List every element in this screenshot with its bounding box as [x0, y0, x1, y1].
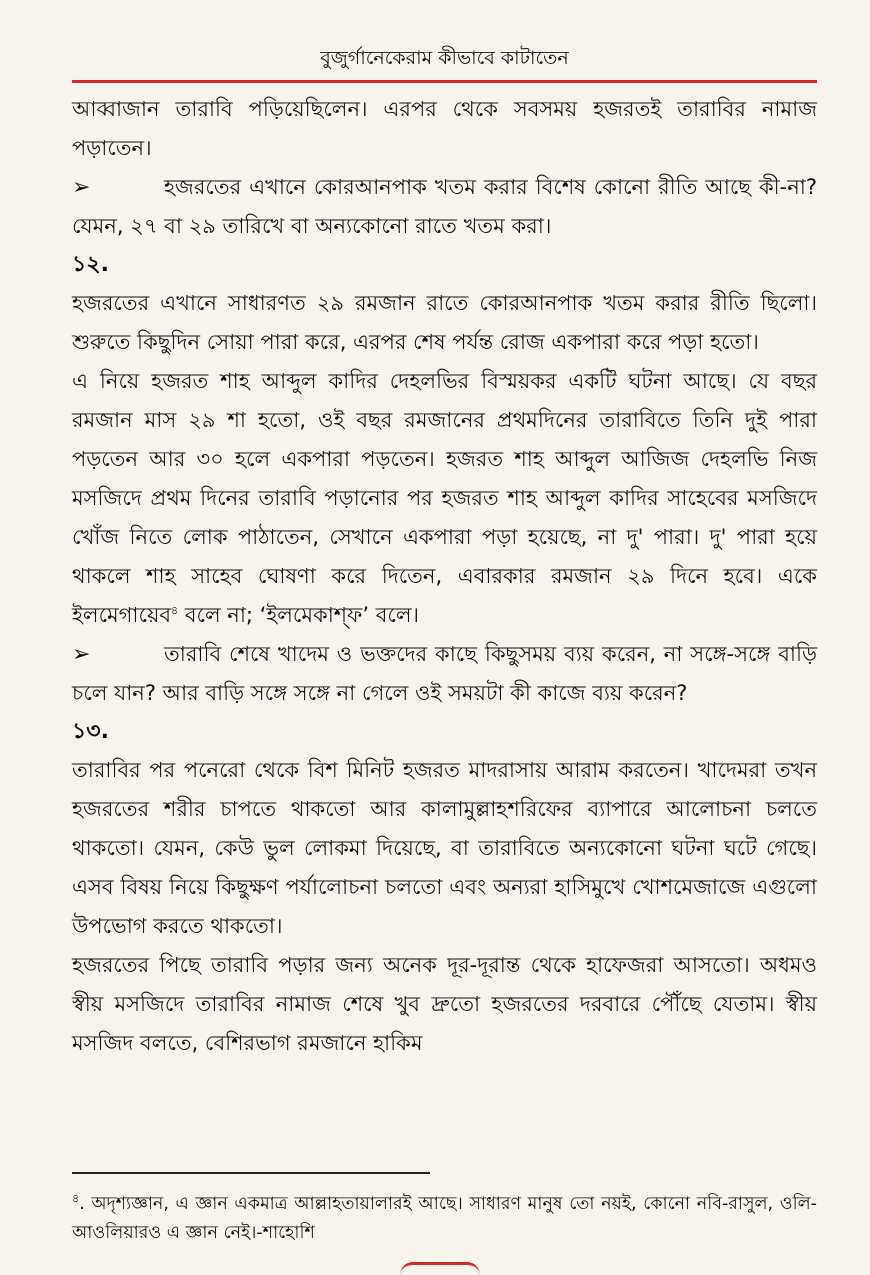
- page-body: [72, 90, 817, 1063]
- paragraph: [72, 362, 817, 635]
- question-text: তারাবি শেষে খাদেম ও ভক্তদের কাছে কিছুসময় ব্যয় করেন, না সঙ্গে-সঙ্গে বাড়ি চলে যান? আর বাড়ি সঙ্গে সঙ্গে না গেলে ওই সময়টা কী কাজে ব্যয় করেন?: [72, 642, 817, 705]
- paragraph-text: বলে না; ‘ইলমেকাশ্‌ফ’ বলে।: [178, 603, 420, 627]
- paragraph: হজরতের পিছে তারাবি পড়ার জন্য অনেক দূর-দূরান্ত থেকে হাফেজরা আসতো। অধমও স্বীয় মসজিদে তারাবির নামাজ শেষে খুব দ্রুতো হজরতের দরবারে পৌঁছে যেতাম। স্বীয় মসজিদ বলতে, বেশিরভাগ রমজানে হাকিম: [72, 953, 817, 1055]
- footnote-text: . অদৃশ্যজ্ঞান, এ জ্ঞান একমাত্র আল্লাহতায়ালারই আছে। সাধারণ মানুষ তো নয়ই, কোনো নবি-রাসুল, ওলি-আওলিয়ারও এ জ্ঞান নেই।-শাহোশি: [72, 1194, 817, 1243]
- paragraph: হজরতের এখানে সাধারণত ২৯ রমজান রাতে কোরআনপাক খতম করার রীতি ছিলো। শুরুতে কিছুদিন সোয়া পারা করে, এরপর শেষ পর্যন্ত রোজ একপারা করে পড়া হতো।: [72, 291, 817, 354]
- paragraph: তারাবির পর পনেরো থেকে বিশ মিনিট হজরত মাদরাসায় আরাম করতেন। খাদেমরা তখন হজরতের শরীর চাপতে থাকতো আর কালামুল্লাহশরিফের ব্যাপারে আলোচনা চলতে থাকতো। যেমন, কেউ ভুল লোকমা দিয়েছে, বা তারাবিতে অন্যকোনো ঘটনা ঘটে গেছে। এসব বিষয় নিয়ে কিছুক্ষণ পর্যালোচনা চলতো এবং অন্যরা হাসিমুখে খোশমেজাজে এগুলো উপভোগ করতে থাকতো।: [72, 758, 817, 938]
- footnote-reference: ৪: [171, 604, 179, 617]
- question-paragraph: [72, 168, 817, 246]
- arrowhead-bullet-icon: ➢: [72, 175, 91, 200]
- paragraph: আব্বাজান তারাবি পড়িয়েছিলেন। এরপর থেকে সবসময় হজরতই তারাবির নামাজ পড়াতেন।: [72, 97, 817, 160]
- section-number: ১২.: [72, 252, 109, 277]
- arrowhead-bullet-icon: ➢: [72, 642, 91, 667]
- page-ornament: [400, 1262, 480, 1275]
- section-number: ১৩.: [72, 719, 109, 744]
- footnote-divider: [72, 1172, 430, 1174]
- footnote: [72, 1190, 817, 1248]
- paragraph-text: এ নিয়ে হজরত শাহ আব্দুল কাদির দেহলভির বিস্ময়কর একটি ঘটনা আছে। যে বছর রমজান মাস ২৯ শা হতো, ওই বছর রমজানের প্রথমদিনের তারাবিতে তিনি দুই পারা পড়তেন আর ৩০ হলে একপারা পড়তেন। হজরত শাহ আব্দুল আজিজ দেহলভি নিজ মসজিদে প্রথম দিনের তারাবি পড়ানোর পর হজরত শাহ আব্দুল কাদির সাহেবের মসজিদে খোঁজ নিতে লোক পাঠাতেন, সেখানে একপারা পড়া হয়েছে, না দু' পারা। দু' পারা হয়ে থাকলে শাহ সাহেব ঘোষণা করে দিতেন, এবারকার রমজান ২৯ দিনে হবে। একে ইলমেগায়েব: [72, 369, 817, 627]
- footnote-marker: ৪: [72, 1192, 80, 1206]
- header-divider: [72, 80, 817, 83]
- question-paragraph: [72, 635, 817, 713]
- running-header: বুজুর্গানেকেরাম কীভাবে কাটাতেন: [320, 47, 569, 69]
- question-text: হজরতের এখানে কোরআনপাক খতম করার বিশেষ কোনো রীতি আছে কী-না? যেমন, ২৭ বা ২৯ তারিখে বা অন্যকোনো রাতে খতম করা।: [72, 175, 817, 238]
